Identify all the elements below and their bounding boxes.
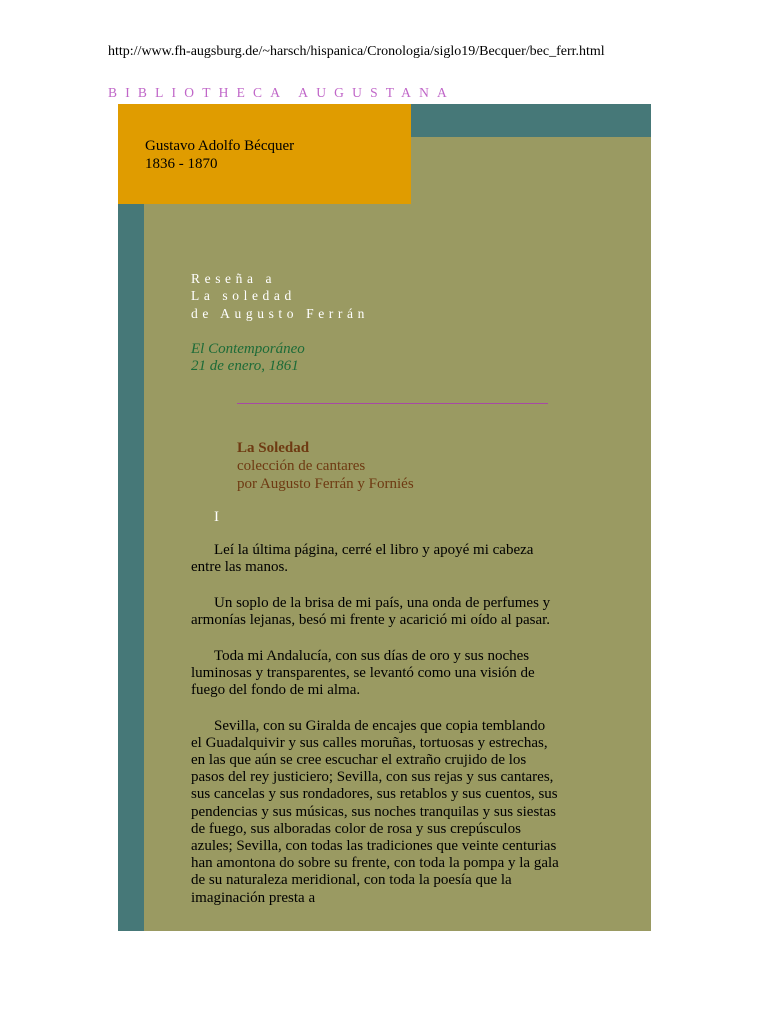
document-page: [118, 104, 651, 931]
left-teal-band: [118, 104, 144, 931]
divider-line: [237, 403, 548, 404]
paragraph: Leí la última página, cerré el libro y apoyé mi cabeza entre las manos.: [191, 542, 534, 576]
publication-name: El Contemporáneo: [191, 341, 305, 357]
book-byline: por Augusto Ferrán y Forniés: [237, 476, 414, 492]
book-title: La Soledad: [237, 440, 310, 456]
author-name: Gustavo Adolfo Bécquer: [145, 138, 295, 154]
author-box: [118, 104, 411, 204]
work-heading-line-2: La soledad: [191, 288, 296, 303]
source-url[interactable]: http://www.fh-augsburg.de/~harsch/hispanica/Cronologia/siglo19/Becquer/bec_ferr.html: [108, 44, 605, 59]
paragraph: Un soplo de la brisa de mi país, una onda de perfumes y armonías lejanas, besó mi frente y acarició mi oído al pasar.: [191, 594, 551, 628]
paragraph: Sevilla, con su Giralda de encajes que copia temblando el Guadalquivir y sus calles moruñas, tortuosas y estrechas, en las que aún se cree escuchar el extraño crujido de los pasos del rey justiciero; Sevilla, con sus rejas y sus cantares, sus cancelas y sus rondadores, sus retablos y sus cuentos, sus pendencias y sus músicas, sus noches tranquilas y sus siestas de fuego, sus alboradas color de rosa y sus crepúsculos azules; Sevilla, con todas las tradiciones que veinte centurias han amontona do sobre su frente, con toda la pompa y la gala de su naturaleza meridional, con toda la poesía que la imaginación presta a: [191, 717, 559, 906]
article-body: [191, 542, 559, 925]
book-subtitle: colección de cantares: [237, 458, 366, 474]
paragraph: Toda mi Andalucía, con sus días de oro y sus noches luminosas y transparentes, se levantó como una visión de fuego del fondo de mi alma.: [191, 647, 535, 698]
work-heading-line-3: de Augusto Ferrán: [191, 306, 369, 321]
site-title: BIBLIOTHECA AUGUSTANA: [108, 85, 455, 100]
author-years: 1836 - 1870: [145, 156, 218, 172]
work-heading-line-1: Reseña a: [191, 271, 277, 286]
publication-date: 21 de enero, 1861: [191, 358, 299, 374]
section-number: I: [214, 509, 219, 525]
